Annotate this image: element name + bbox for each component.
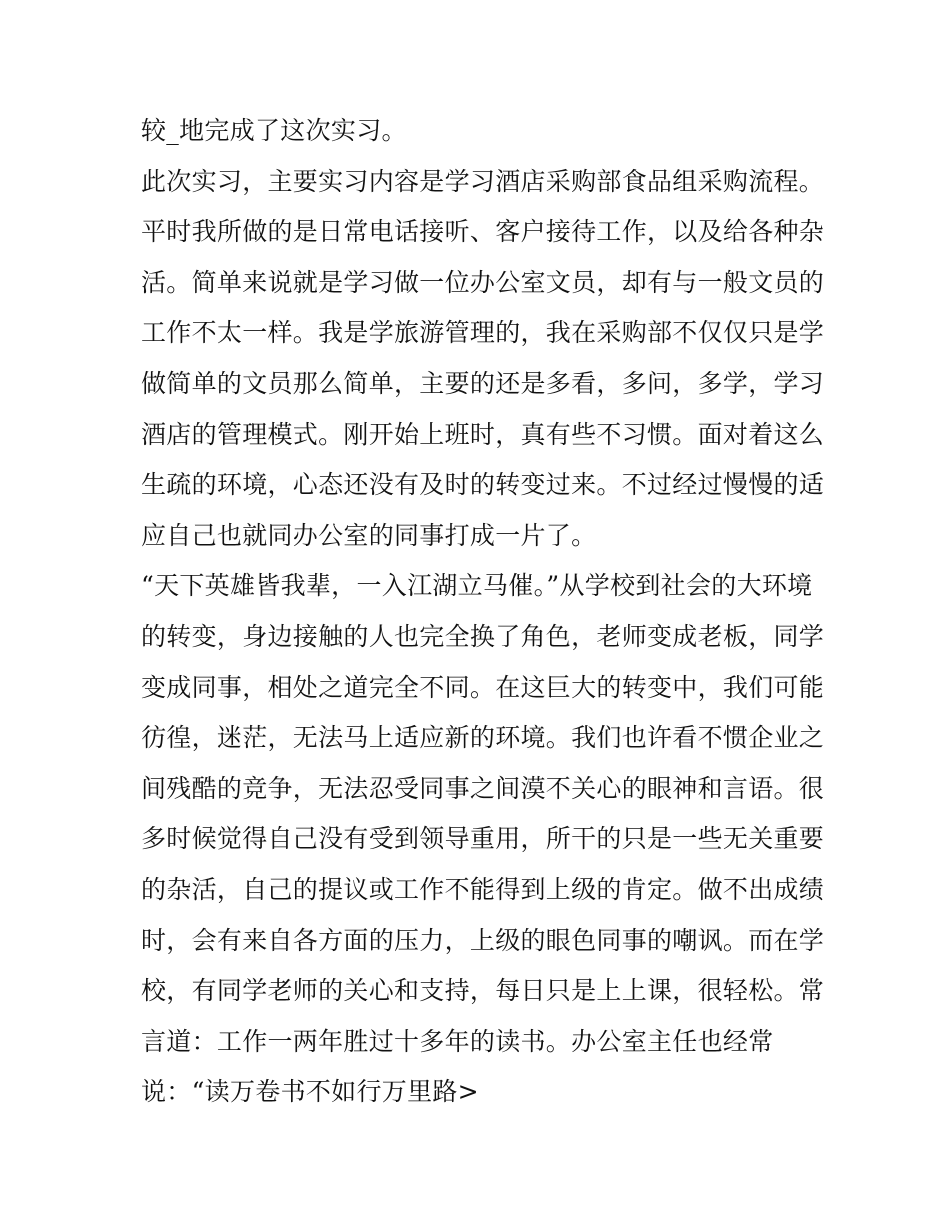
text-line: 彷徨，迷茫，无法马上适应新的环境。我们也许看不惯企业之: [141, 723, 825, 753]
text-line: 的杂活，自己的提议或工作不能得到上级的肯定。做不出成绩: [141, 874, 825, 904]
text-line: 的转变，身边接触的人也完全换了角色，老师变成老板，同学: [141, 621, 825, 651]
text-line: 生疏的环境，心态还没有及时的转变过来。不过经过慢慢的适: [141, 470, 825, 500]
text-line: “天下英雄皆我辈，一入江湖立马催。”从学校到社会的大环境: [141, 571, 813, 601]
text-line: 应自己也就同办公室的同事打成一片了。: [141, 520, 597, 550]
text-line: 言道：工作一两年胜过十多年的读书。办公室主任也经常: [141, 1026, 774, 1056]
text-line: 工作不太一样。我是学旅游管理的，我在采购部不仅仅只是学: [141, 318, 825, 348]
text-line: 做简单的文员那么简单，主要的还是多看，多问，多学，学习: [141, 368, 825, 398]
text-line: 时，会有来自各方面的压力，上级的眼色同事的嘲讽。而在学: [141, 925, 825, 955]
text-line: 多时候觉得自己没有受到领导重用，所干的只是一些无关重要: [141, 824, 825, 854]
document-body: [141, 110, 825, 1122]
text-line: 说：“读万卷书不如行万里路>: [141, 1077, 479, 1107]
text-line: 间残酷的竞争，无法忍受同事之间漠不关心的眼神和言语。很: [141, 773, 825, 803]
text-line: 此次实习，主要实习内容是学习酒店采购部食品组采购流程。: [141, 166, 825, 196]
text-line: 酒店的管理模式。刚开始上班时，真有些不习惯。面对着这么: [141, 419, 825, 449]
text-line: 较_地完成了这次实习。: [141, 116, 407, 145]
text-line: 变成同事，相处之道完全不同。在这巨大的转变中，我们可能: [141, 672, 825, 702]
text-line: 活。简单来说就是学习做一位办公室文员，却有与一般文员的: [141, 267, 825, 297]
text-line: 校，有同学老师的关心和支持，每日只是上上课，很轻松。常: [141, 976, 825, 1006]
text-line: 平时我所做的是日常电话接听、客户接待工作，以及给各种杂: [141, 217, 825, 247]
